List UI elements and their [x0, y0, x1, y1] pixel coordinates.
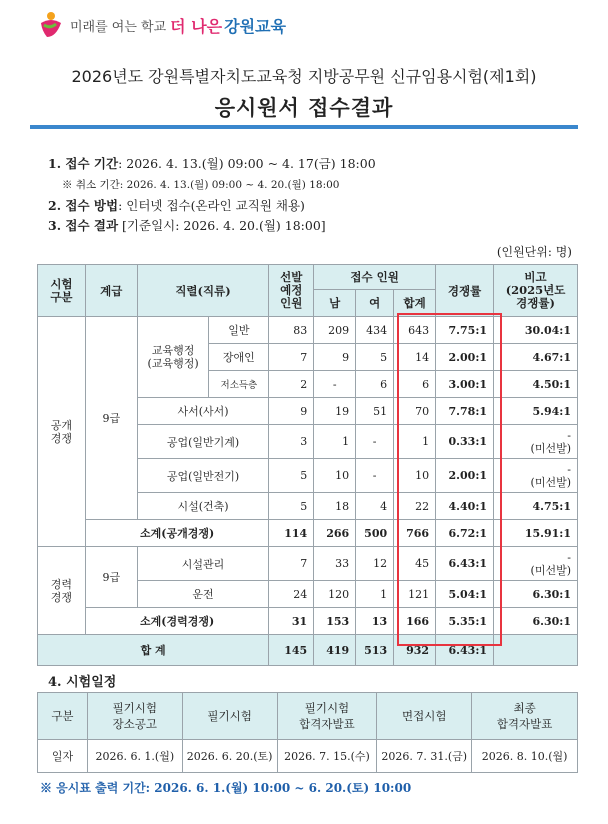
- male-cell: 33: [314, 547, 356, 581]
- rate-cell: 3.00:1: [436, 371, 494, 398]
- schedule-table: [37, 692, 578, 773]
- header-exam-type: 시험 구분: [38, 265, 86, 317]
- rate-cell: 4.40:1: [436, 493, 494, 520]
- planned-cell: 31: [269, 608, 314, 635]
- note-cell: 5.94:1: [494, 398, 578, 425]
- table-row: [38, 547, 578, 581]
- rate-cell: 2.00:1: [436, 344, 494, 371]
- note-cell: 4.75:1: [494, 493, 578, 520]
- female-cell: 513: [356, 635, 394, 666]
- planned-cell: 5: [269, 459, 314, 493]
- total-cell: 121: [394, 581, 436, 608]
- planned-cell: 114: [269, 520, 314, 547]
- total-cell: 10: [394, 459, 436, 493]
- header-total: 합계: [394, 290, 436, 317]
- planned-cell: 7: [269, 344, 314, 371]
- planned-cell: 5: [269, 493, 314, 520]
- female-cell: -: [356, 425, 394, 459]
- rate-cell: 5.35:1: [436, 608, 494, 635]
- male-cell: 9: [314, 344, 356, 371]
- rate-cell: 7.78:1: [436, 398, 494, 425]
- job-cell: 사서(사서): [137, 398, 269, 425]
- header-job: 직렬(직류): [137, 265, 269, 317]
- schedule-header: 구분: [38, 693, 88, 740]
- job-cell: 공업(일반전기): [137, 459, 269, 493]
- total-cell: 1: [394, 425, 436, 459]
- page-subtitle: 응시원서 접수결과: [214, 96, 394, 120]
- edu-admin-cell: 교육행정 (교육행정): [137, 317, 209, 398]
- method-line: [48, 196, 305, 214]
- schedule-cell: 2026. 7. 31.(금): [377, 740, 472, 773]
- female-cell: 5: [356, 344, 394, 371]
- subtotal-label: 소계(경력경쟁): [85, 608, 268, 635]
- table-row: [38, 317, 578, 344]
- header-female: 여: [356, 290, 394, 317]
- career-subtotal-row: [38, 608, 578, 635]
- header-note: 비고 (2025년도 경쟁률): [494, 265, 578, 317]
- total-cell: 766: [394, 520, 436, 547]
- job-cell: 시설관리: [137, 547, 269, 581]
- period-line: [48, 154, 376, 172]
- rate-cell: 6.72:1: [436, 520, 494, 547]
- total-cell: 166: [394, 608, 436, 635]
- total-cell: 45: [394, 547, 436, 581]
- total-cell: 932: [394, 635, 436, 666]
- female-cell: 12: [356, 547, 394, 581]
- female-cell: 434: [356, 317, 394, 344]
- planned-cell: 145: [269, 635, 314, 666]
- note-cell: 4.67:1: [494, 344, 578, 371]
- total-cell: 14: [394, 344, 436, 371]
- logo-slogan-strong: 더 나은: [170, 16, 223, 36]
- header-grade: 계급: [85, 265, 137, 317]
- result-label: 3. 접수 결과: [48, 218, 119, 233]
- planned-cell: 9: [269, 398, 314, 425]
- male-cell: 1: [314, 425, 356, 459]
- schedule-cell: 2026. 8. 10.(월): [472, 740, 578, 773]
- rate-cell: 7.75:1: [436, 317, 494, 344]
- female-cell: 6: [356, 371, 394, 398]
- result-line: [48, 216, 326, 234]
- unit-label: (인원단위: 명): [496, 245, 572, 259]
- male-cell: 419: [314, 635, 356, 666]
- period-label: 1. 접수 기간: [48, 156, 119, 171]
- cancel-period: ※ 취소 기간: 2026. 4. 13.(월) 09:00 ~ 4. 20.(월) 18:00: [62, 179, 340, 191]
- header-applicants: 접수 인원: [314, 265, 436, 290]
- planned-cell: 3: [269, 425, 314, 459]
- planned-cell: 83: [269, 317, 314, 344]
- male-cell: 18: [314, 493, 356, 520]
- male-cell: 153: [314, 608, 356, 635]
- schedule-cell: 일자: [38, 740, 88, 773]
- header-male: 남: [314, 290, 356, 317]
- period-value: : 2026. 4. 13.(월) 09:00 ~ 4. 17(금) 18:00: [118, 156, 376, 171]
- total-cell: 643: [394, 317, 436, 344]
- schedule-cell: 2026. 6. 20.(토): [182, 740, 277, 773]
- logo-figure-icon: [38, 11, 64, 39]
- note-cell: 30.04:1: [494, 317, 578, 344]
- rate-cell: 6.43:1: [436, 635, 494, 666]
- grand-total-label: 합 계: [38, 635, 269, 666]
- job-cell: 일반: [209, 317, 269, 344]
- grade-cell: 9급: [85, 317, 137, 520]
- method-value: : 인터넷 접수(온라인 교직원 채용): [118, 198, 305, 213]
- planned-cell: 2: [269, 371, 314, 398]
- logo-brand: 강원교육: [224, 16, 286, 36]
- female-cell: 500: [356, 520, 394, 547]
- subtotal-label: 소계(공개경쟁): [85, 520, 268, 547]
- note-cell: 4.50:1: [494, 371, 578, 398]
- job-cell: 장애인: [209, 344, 269, 371]
- male-cell: 120: [314, 581, 356, 608]
- schedule-header: 최종 합격자발표: [472, 693, 578, 740]
- schedule-cell: 2026. 6. 1.(월): [87, 740, 182, 773]
- female-cell: -: [356, 459, 394, 493]
- schedule-title: 4. 시험일정: [48, 675, 117, 690]
- application-results-table: [37, 264, 578, 666]
- method-label: 2. 접수 방법: [48, 198, 119, 213]
- note-cell: [494, 635, 578, 666]
- career-competition-group: 경력 경쟁: [38, 547, 86, 635]
- male-cell: 209: [314, 317, 356, 344]
- grade-cell: 9급: [85, 547, 137, 608]
- schedule-header: 필기시험: [182, 693, 277, 740]
- schedule-header: 면접시험: [377, 693, 472, 740]
- note-cell: 15.91:1: [494, 520, 578, 547]
- logo-slogan: 미래를 여는 학교: [70, 19, 167, 35]
- total-cell: 70: [394, 398, 436, 425]
- male-cell: 19: [314, 398, 356, 425]
- header-planned: 선발 예정 인원: [269, 265, 314, 317]
- note-cell: 6.30:1: [494, 581, 578, 608]
- job-cell: 저소득층: [209, 371, 269, 398]
- job-cell: 시설(건축): [137, 493, 269, 520]
- rate-cell: 0.33:1: [436, 425, 494, 459]
- grand-total-row: [38, 635, 578, 666]
- note-cell: - (미선발): [494, 459, 578, 493]
- note-cell: - (미선발): [494, 425, 578, 459]
- female-cell: 13: [356, 608, 394, 635]
- open-subtotal-row: [38, 520, 578, 547]
- male-cell: -: [314, 371, 356, 398]
- logo: [38, 10, 286, 40]
- schedule-header-row: [38, 693, 578, 740]
- female-cell: 1: [356, 581, 394, 608]
- male-cell: 266: [314, 520, 356, 547]
- job-cell: 공업(일반기계): [137, 425, 269, 459]
- page-title: 2026년도 강원특별자치도교육청 지방공무원 신규임용시험(제1회): [71, 67, 537, 86]
- job-cell: 운전: [137, 581, 269, 608]
- total-cell: 6: [394, 371, 436, 398]
- schedule-cell: 2026. 7. 15.(수): [277, 740, 377, 773]
- open-competition-group: 공개 경쟁: [38, 317, 86, 547]
- schedule-date-row: [38, 740, 578, 773]
- planned-cell: 24: [269, 581, 314, 608]
- result-value: [기준일시: 2026. 4. 20.(월) 18:00]: [122, 218, 326, 233]
- total-cell: 22: [394, 493, 436, 520]
- header-competition: 경쟁률: [436, 265, 494, 317]
- schedule-header: 필기시험 장소공고: [87, 693, 182, 740]
- male-cell: 10: [314, 459, 356, 493]
- rate-cell: 2.00:1: [436, 459, 494, 493]
- note-cell: 6.30:1: [494, 608, 578, 635]
- rate-cell: 5.04:1: [436, 581, 494, 608]
- rate-cell: 6.43:1: [436, 547, 494, 581]
- female-cell: 51: [356, 398, 394, 425]
- schedule-header: 필기시험 합격자발표: [277, 693, 377, 740]
- title-divider: [30, 125, 578, 129]
- planned-cell: 7: [269, 547, 314, 581]
- note-cell: - (미선발): [494, 547, 578, 581]
- female-cell: 4: [356, 493, 394, 520]
- ticket-print-notice: ※ 응시표 출력 기간: 2026. 6. 1.(월) 10:00 ~ 6. 20.(토) 10:00: [40, 781, 412, 795]
